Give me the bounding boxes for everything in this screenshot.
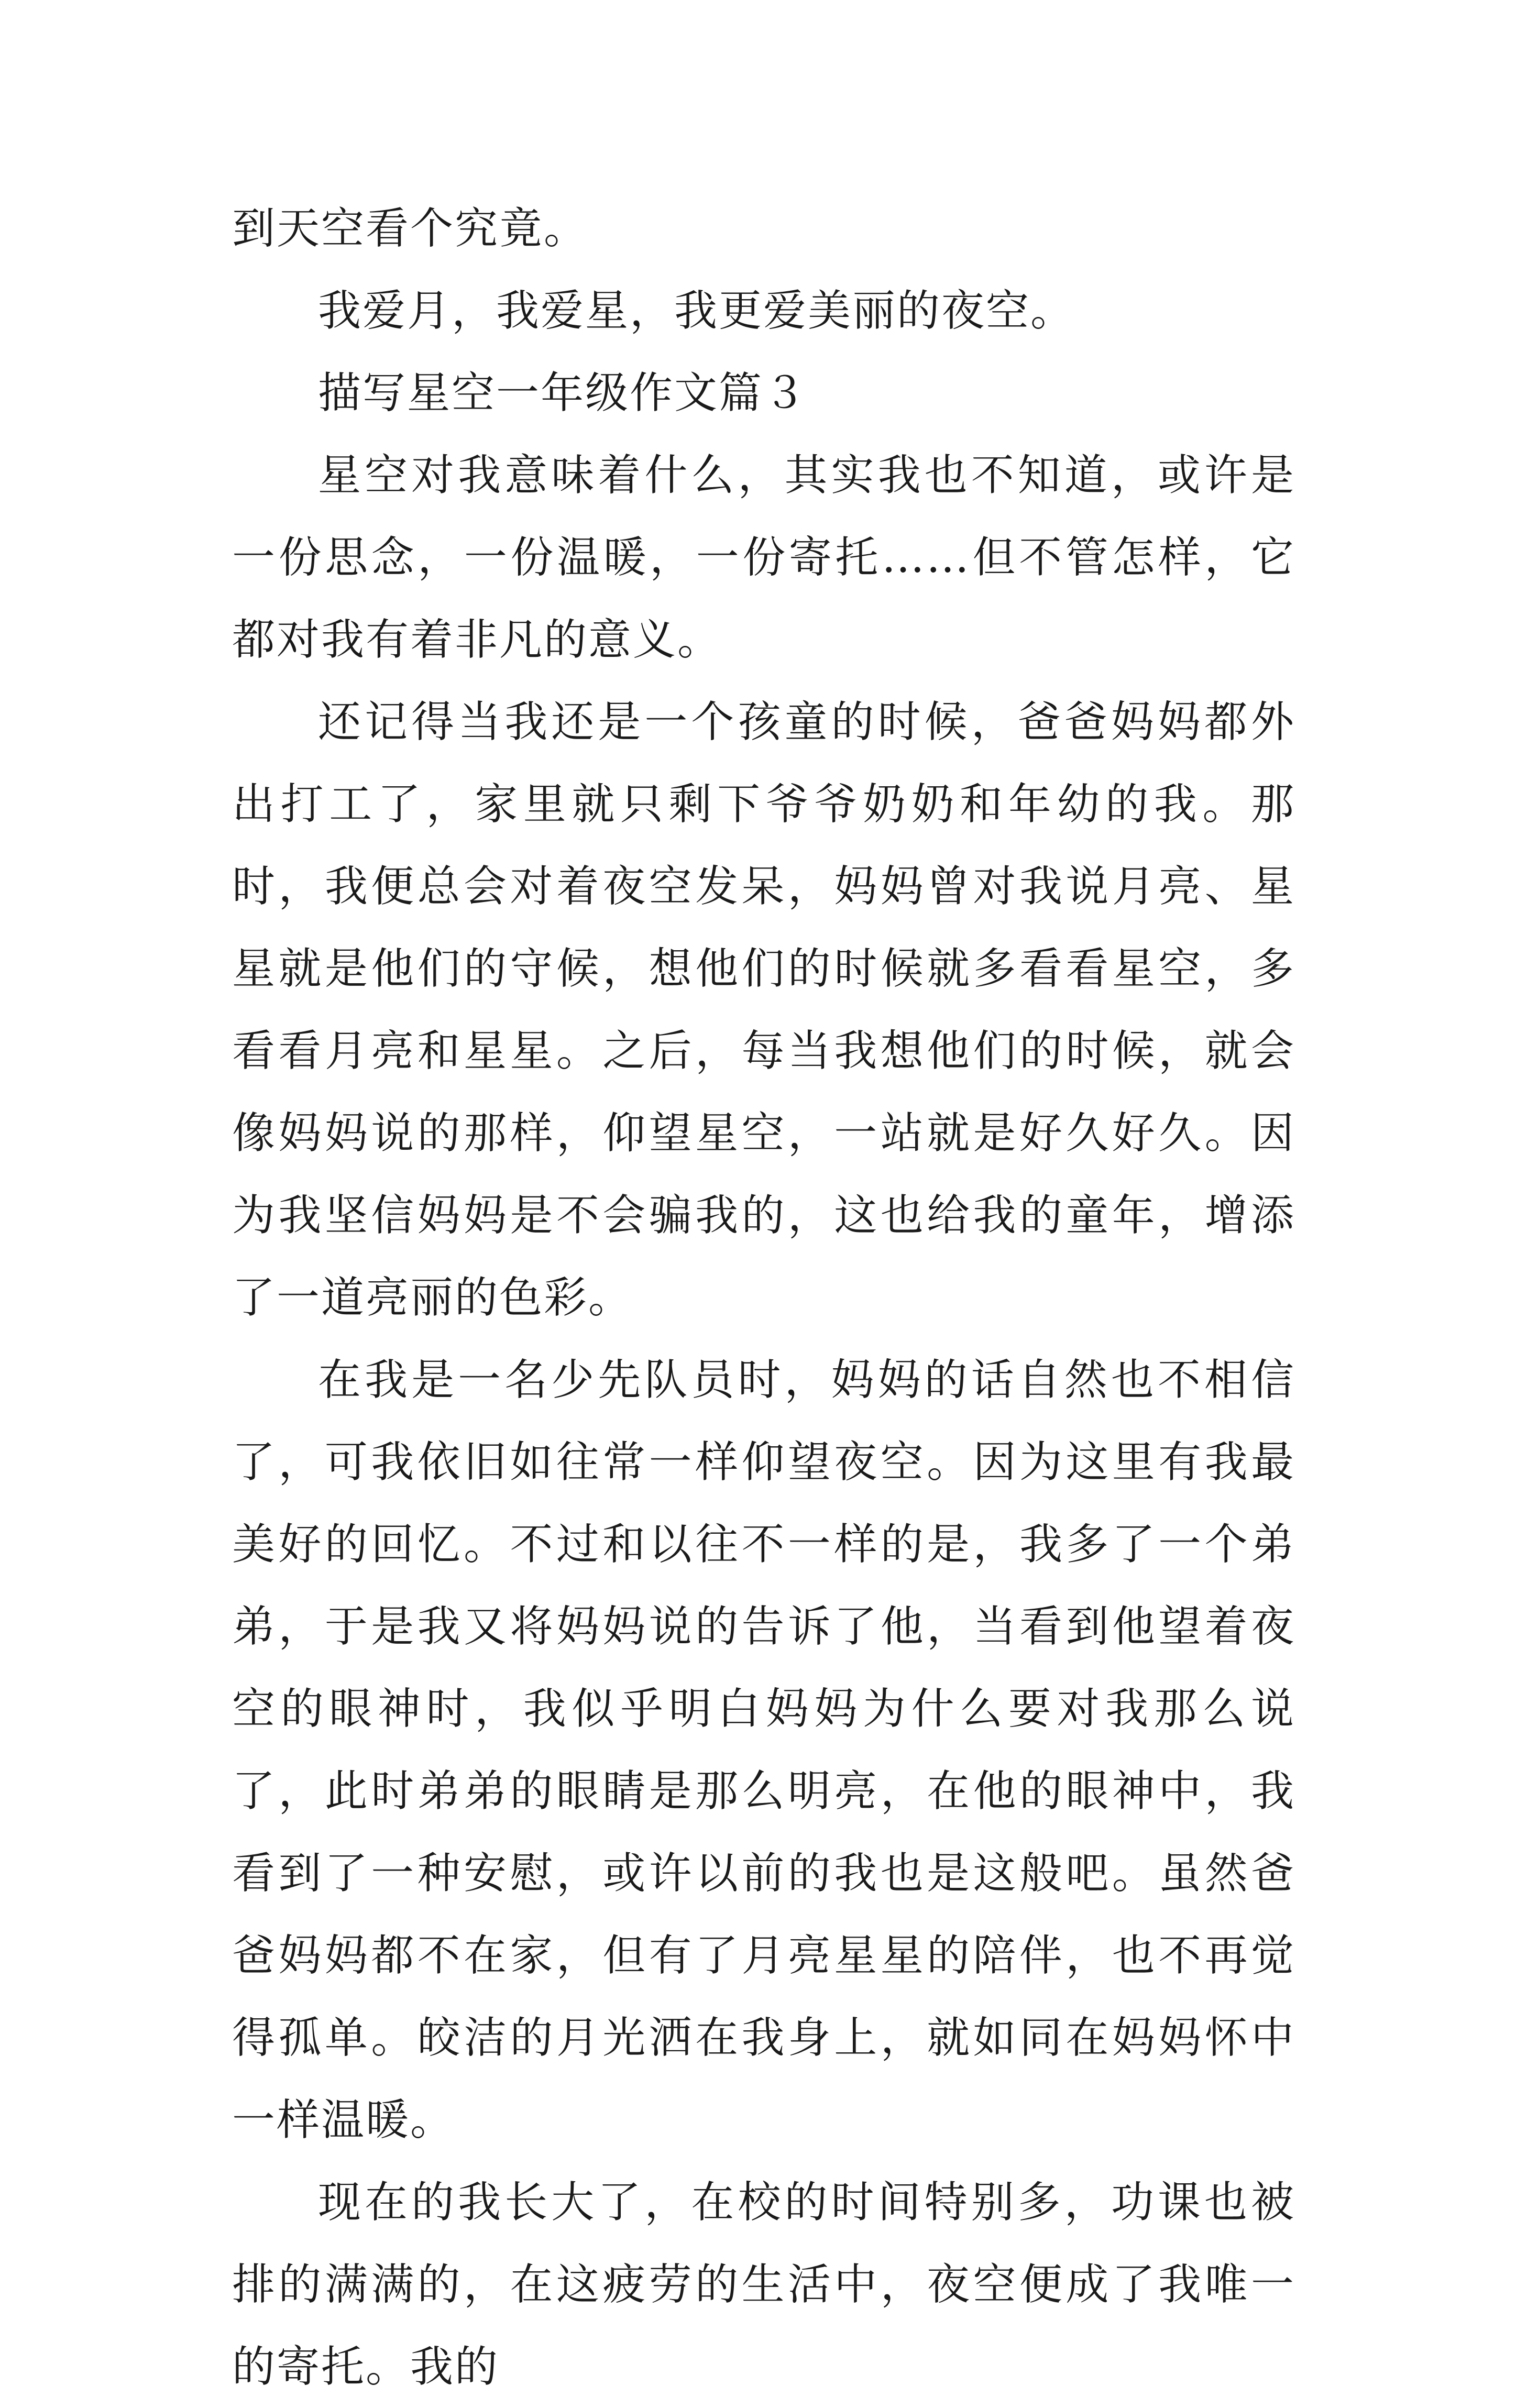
paragraph-childhood: 还记得当我还是一个孩童的时候，爸爸妈妈都外出打工了，家里就只剩下爷爷奶奶和年幼的我。那时，我便总会对着夜空发呆，妈妈曾对我说月亮、星星就是他们的守候，想他们的时候就多看看星空，多看看月亮和星星。之后，每当我想他们的时候，就会像妈妈说的那样，仰望星空，一站就是好久好久。因为我坚信妈妈是不会骗我的，这也给我的童年，增添了一道亮丽的色彩。 (232, 697, 1295, 1323)
paragraph-young-pioneer: 在我是一名少先队员时，妈妈的话自然也不相信了，可我依旧如往常一样仰望夜空。因为这里有我最美好的回忆。不过和以往不一样的是，我多了一个弟弟，于是我又将妈妈说的告诉了他，当看到他望着夜空的眼神时，我似乎明白妈妈为什么要对我那么说了，此时弟弟的眼睛是那么明亮，在他的眼神中，我看到了一种安慰，或许以前的我也是这般吧。虽然爸爸妈妈都不在家，但有了月亮星星的陪伴，也不再觉得孤单。皎洁的月光洒在我身上，就如同在妈妈怀中一样温暖。 (232, 1355, 1295, 2145)
body-text (232, 188, 1295, 2408)
paragraph-love-sky: 我爱月，我爱星，我更爱美丽的夜空。 (318, 286, 1075, 336)
section-heading: 描写星空一年级作文篇３ (318, 368, 808, 418)
paragraph-now: 现在的我长大了，在校的时间特别多，功课也被排的满满的，在这疲劳的生活中，夜空便成了我唯一的寄托。我的 (232, 2178, 1295, 2392)
paragraph-continuation: 到天空看个究竟。 (232, 204, 589, 254)
paragraph-meaning: 星空对我意味着什么，其实我也不知道，或许是一份思念，一份温暖，一份寄托……但不管怎样，它都对我有着非凡的意义。 (232, 450, 1295, 665)
